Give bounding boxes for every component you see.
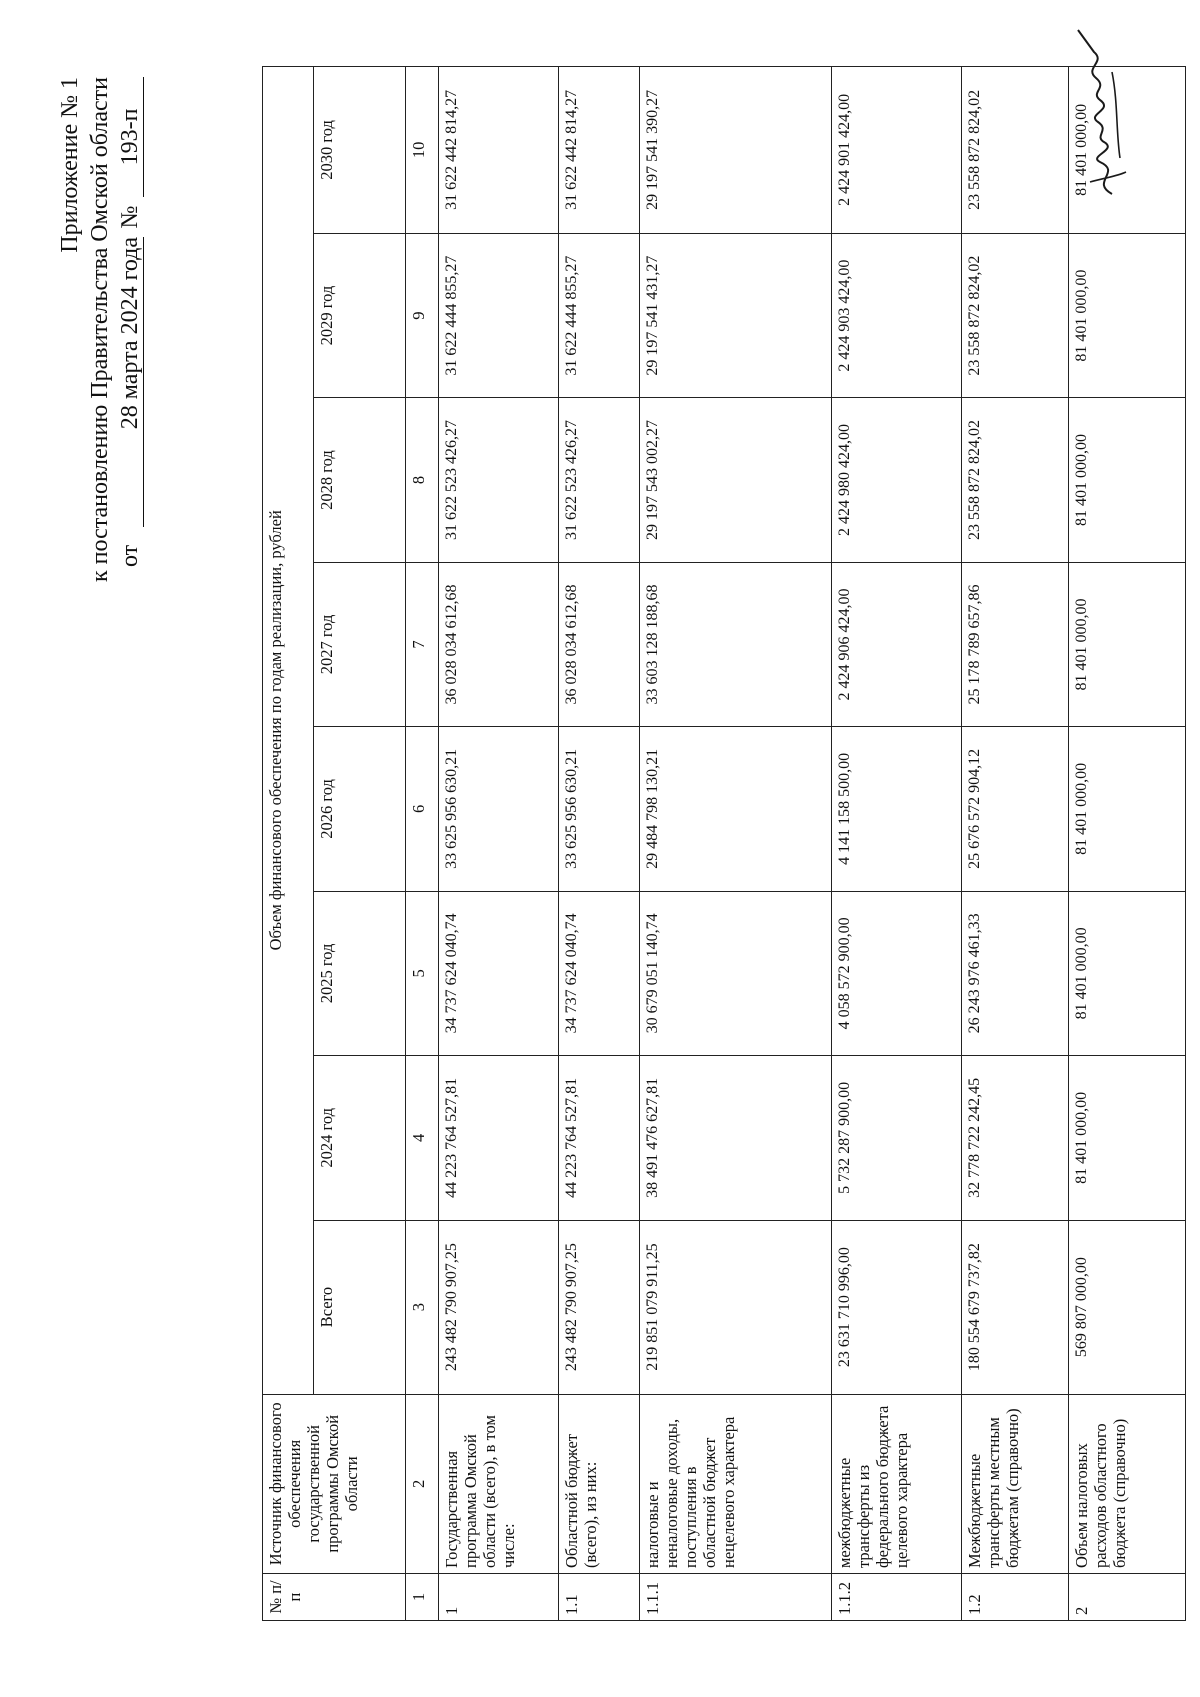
column-index: 1 bbox=[405, 1574, 438, 1621]
column-index: 10 bbox=[405, 67, 438, 234]
cell-2025: 34 737 624 040,74 bbox=[558, 891, 640, 1055]
cell-2029: 31 622 444 855,27 bbox=[438, 233, 558, 397]
cell-2025: 34 737 624 040,74 bbox=[438, 891, 558, 1055]
cell-2028: 2 424 980 424,00 bbox=[831, 398, 961, 562]
cell-2025: 4 058 572 900,00 bbox=[831, 891, 961, 1055]
cell-total: 219 851 079 911,25 bbox=[640, 1220, 831, 1394]
cell-2027: 25 178 789 657,86 bbox=[961, 562, 1068, 726]
from-label: от bbox=[117, 544, 143, 567]
cell-2030: 31 622 442 814,27 bbox=[558, 67, 640, 234]
table-row bbox=[831, 67, 961, 1621]
column-index: 6 bbox=[405, 727, 438, 891]
col-year-header: 2025 год bbox=[313, 891, 405, 1055]
col-year-header: 2029 год bbox=[313, 233, 405, 397]
cell-2024: 38 491 476 627,81 bbox=[640, 1056, 831, 1220]
cell-2029: 23 558 872 824,02 bbox=[961, 233, 1068, 397]
column-index: 9 bbox=[405, 233, 438, 397]
column-index: 8 bbox=[405, 398, 438, 562]
column-index: 5 bbox=[405, 891, 438, 1055]
cell-2028: 31 622 523 426,27 bbox=[438, 398, 558, 562]
row-source: межбюджетные трансферты из федерального бюджета целевого характера bbox=[831, 1394, 961, 1573]
cell-2027: 36 028 034 612,68 bbox=[558, 562, 640, 726]
handwritten-signature-icon bbox=[1060, 22, 1140, 202]
table-row bbox=[1068, 67, 1185, 1621]
cell-2028: 23 558 872 824,02 bbox=[961, 398, 1068, 562]
row-source: налоговые и неналоговые доходы, поступления в областной бюджет нецелевого характера bbox=[640, 1394, 831, 1573]
row-number: 2 bbox=[1068, 1574, 1185, 1621]
cell-2029: 29 197 541 431,27 bbox=[640, 233, 831, 397]
column-index: 3 bbox=[405, 1220, 438, 1394]
table-row bbox=[640, 67, 831, 1621]
funding-group-header: Объем финансового обеспечения по годам реализации, рублей bbox=[263, 67, 314, 1395]
cell-total: 569 807 000,00 bbox=[1068, 1220, 1185, 1394]
cell-2026: 25 676 572 904,12 bbox=[961, 727, 1068, 891]
cell-2030: 2 424 901 424,00 bbox=[831, 67, 961, 234]
col-year-header: 2030 год bbox=[313, 67, 405, 234]
cell-total: 180 554 679 737,82 bbox=[961, 1220, 1068, 1394]
cell-2028: 29 197 543 002,27 bbox=[640, 398, 831, 562]
table-row bbox=[438, 67, 558, 1621]
row-source: Областной бюджет (всего), из них: bbox=[558, 1394, 640, 1573]
cell-2027: 81 401 000,00 bbox=[1068, 562, 1185, 726]
cell-2030: 29 197 541 390,27 bbox=[640, 67, 831, 234]
table-row bbox=[961, 67, 1068, 1621]
row-source: Объем налоговых расходов областного бюджета (справочно) bbox=[1068, 1394, 1185, 1573]
cell-2024: 32 778 722 242,45 bbox=[961, 1056, 1068, 1220]
cell-2024: 44 223 764 527,81 bbox=[438, 1056, 558, 1220]
appendix-title: Приложение № 1 bbox=[57, 77, 83, 253]
column-index: 7 bbox=[405, 562, 438, 726]
row-number: 1.1 bbox=[558, 1574, 640, 1621]
col-no-header: № п/п bbox=[263, 1574, 406, 1621]
cell-2026: 29 484 798 130,21 bbox=[640, 727, 831, 891]
cell-2025: 26 243 976 461,33 bbox=[961, 891, 1068, 1055]
column-index-row bbox=[405, 67, 438, 1621]
cell-total: 23 631 710 996,00 bbox=[831, 1220, 961, 1394]
cell-2025: 81 401 000,00 bbox=[1068, 891, 1185, 1055]
cell-2025: 30 679 051 140,74 bbox=[640, 891, 831, 1055]
row-number: 1.2 bbox=[961, 1574, 1068, 1621]
col-year-header: 2027 год bbox=[313, 562, 405, 726]
col-source-header: Источник финансового обеспечения государственной программы Омской области bbox=[263, 1394, 406, 1573]
cell-2027: 2 424 906 424,00 bbox=[831, 562, 961, 726]
cell-total: 243 482 790 907,25 bbox=[558, 1220, 640, 1394]
cell-2024: 81 401 000,00 bbox=[1068, 1056, 1185, 1220]
cell-2029: 31 622 444 855,27 bbox=[558, 233, 640, 397]
col-year-header: 2024 год bbox=[313, 1056, 405, 1220]
cell-2024: 5 732 287 900,00 bbox=[831, 1056, 961, 1220]
financing-table bbox=[262, 66, 1186, 1621]
resolution-number: 193-п bbox=[117, 77, 144, 197]
cell-2029: 2 424 903 424,00 bbox=[831, 233, 961, 397]
col-total-header: Всего bbox=[313, 1220, 405, 1394]
row-number: 1.1.1 bbox=[640, 1574, 831, 1621]
resolution-date: 28 марта 2024 года bbox=[117, 237, 144, 527]
resolution-date-row bbox=[115, 77, 145, 637]
cell-2030: 31 622 442 814,27 bbox=[438, 67, 558, 234]
resolution-reference: к постановлению Правительства Омской области bbox=[87, 77, 113, 583]
table-header-row bbox=[263, 67, 314, 1621]
table-row bbox=[558, 67, 640, 1621]
cell-2030: 81 401 000,00 bbox=[1068, 67, 1185, 234]
column-index: 4 bbox=[405, 1056, 438, 1220]
row-number: 1.1.2 bbox=[831, 1574, 961, 1621]
appendix-header bbox=[55, 77, 205, 637]
cell-2026: 4 141 158 500,00 bbox=[831, 727, 961, 891]
cell-2026: 81 401 000,00 bbox=[1068, 727, 1185, 891]
cell-2029: 81 401 000,00 bbox=[1068, 233, 1185, 397]
cell-2026: 33 625 956 630,21 bbox=[438, 727, 558, 891]
col-year-header: 2028 год bbox=[313, 398, 405, 562]
row-number: 1 bbox=[438, 1574, 558, 1621]
column-index: 2 bbox=[405, 1394, 438, 1573]
cell-2027: 36 028 034 612,68 bbox=[438, 562, 558, 726]
cell-2026: 33 625 956 630,21 bbox=[558, 727, 640, 891]
cell-2030: 23 558 872 824,02 bbox=[961, 67, 1068, 234]
row-source: Межбюджетные трансферты местным бюджетам (справочно) bbox=[961, 1394, 1068, 1573]
cell-2028: 81 401 000,00 bbox=[1068, 398, 1185, 562]
cell-2028: 31 622 523 426,27 bbox=[558, 398, 640, 562]
table-subheader-row bbox=[313, 67, 405, 1621]
row-source: Государственная программа Омской области (всего), в том числе: bbox=[438, 1394, 558, 1573]
cell-total: 243 482 790 907,25 bbox=[438, 1220, 558, 1394]
number-label: № bbox=[117, 205, 143, 229]
cell-2027: 33 603 128 188,68 bbox=[640, 562, 831, 726]
cell-2024: 44 223 764 527,81 bbox=[558, 1056, 640, 1220]
col-year-header: 2026 год bbox=[313, 727, 405, 891]
